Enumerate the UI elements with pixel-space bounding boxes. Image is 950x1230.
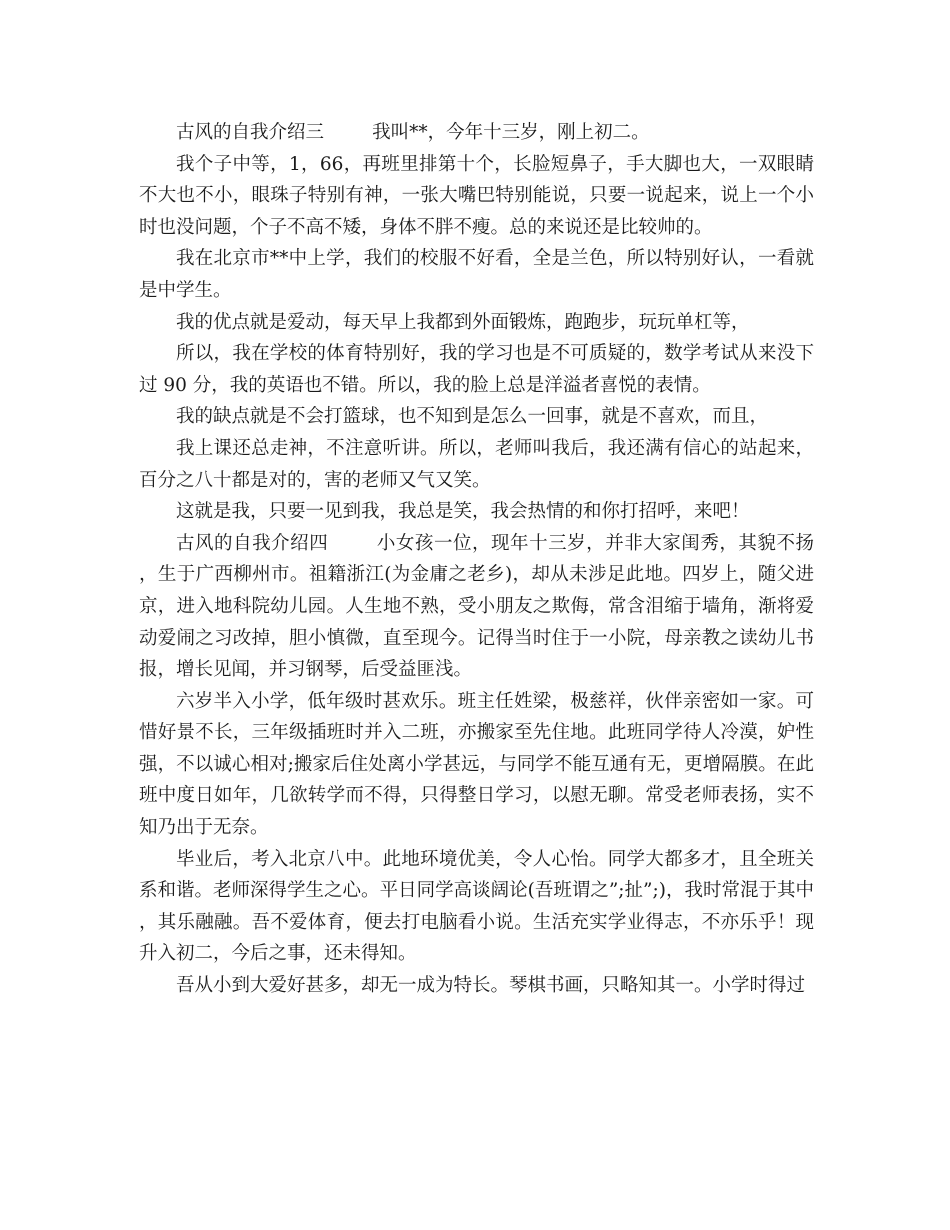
paragraph: 我的缺点就是不会打篮球，也不知到是怎么一回事，就是不喜欢，而且， [176, 406, 769, 428]
document-body [139, 117, 814, 1002]
paragraph-text: 小女孩一位，现年十三岁，并非大家闺秀，其貌不扬，生于广西柳州市。祖籍浙江(为金庸之老乡)，却从未涉足此地。四岁上，随父进京，进入地科院幼儿园。人生地不熟，受小朋友之欺侮，常含泪缩于墙角，渐将爱动爱闹之习改掉，胆小慎微，直至现今。记得当时住于一小院，母亲教之读幼儿书报，增长见闻，并习钢琴，后受益匪浅。 [139, 532, 814, 681]
paragraph: 所以，我在学校的体育特别好，我的学习也是不可质疑的，数学考试从来没下过 90 分，我的英语也不错。所以，我的脸上总是洋溢者喜悦的表情。 [139, 343, 814, 396]
paragraph: 我在北京市**中上学，我们的校服不好看，全是兰色，所以特别好认，一看就是中学生。 [139, 248, 814, 301]
paragraph: 六岁半入小学，低年级时甚欢乐。班主任姓梁，极慈祥，伙伴亲密如一家。可惜好景不长，三年级插班时并入二班，亦搬家至先住地。此班同学待人冷漠，妒性强，不以诚心相对;搬家后住处离小学甚远，与同学不能互通有无，更增隔膜。在此班中度日如年，几欲转学而不得，只得整日学习，以慰无聊。常受老师表扬，实不知乃出于无奈。 [139, 690, 814, 839]
paragraph: 吾从小到大爱好甚多，却无一成为特长。琴棋书画，只略知其一。小学时得过 [176, 975, 806, 997]
paragraph [139, 117, 814, 149]
paragraph [139, 528, 814, 686]
paragraph-text: 我叫**，今年十三岁，刚上初二。 [372, 122, 650, 143]
section-heading: 古风的自我介绍四 [176, 532, 329, 554]
paragraph: 我个子中等，1，66，再班里排第十个，长脸短鼻子，手大脚也大，一双眼睛不大也不小，眼珠子特别有神，一张大嘴巴特别能说，只要一说起来，说上一个小时也没问题，个子不高不矮，身体不胖不瘦。总的来说还是比较帅的。 [139, 153, 814, 238]
paragraph: 这就是我，只要一见到我，我总是笑，我会热情的和你打招呼，来吧！ [176, 501, 750, 523]
paragraph: 毕业后，考入北京八中。此地环境优美，令人心怡。同学大都多才，且全班关系和谐。老师深得学生之心。平日同学高谈阔论(吾班谓之”;扯”;)，我时常混于其中，其乐融融。吾不爱体育，便去打电脑看小说。生活充实学业得志，不亦乐乎！现升入初二，今后之事，还未得知。 [139, 848, 814, 965]
paragraph: 我上课还总走神，不注意听讲。所以，老师叫我后，我还满有信心的站起来，百分之八十都是对的，害的老师又气又笑。 [139, 437, 814, 491]
section-heading: 古风的自我介绍三 [176, 122, 325, 143]
paragraph: 我的优点就是爱动，每天早上我都到外面锻炼，跑跑步，玩玩单杠等， [176, 311, 750, 333]
